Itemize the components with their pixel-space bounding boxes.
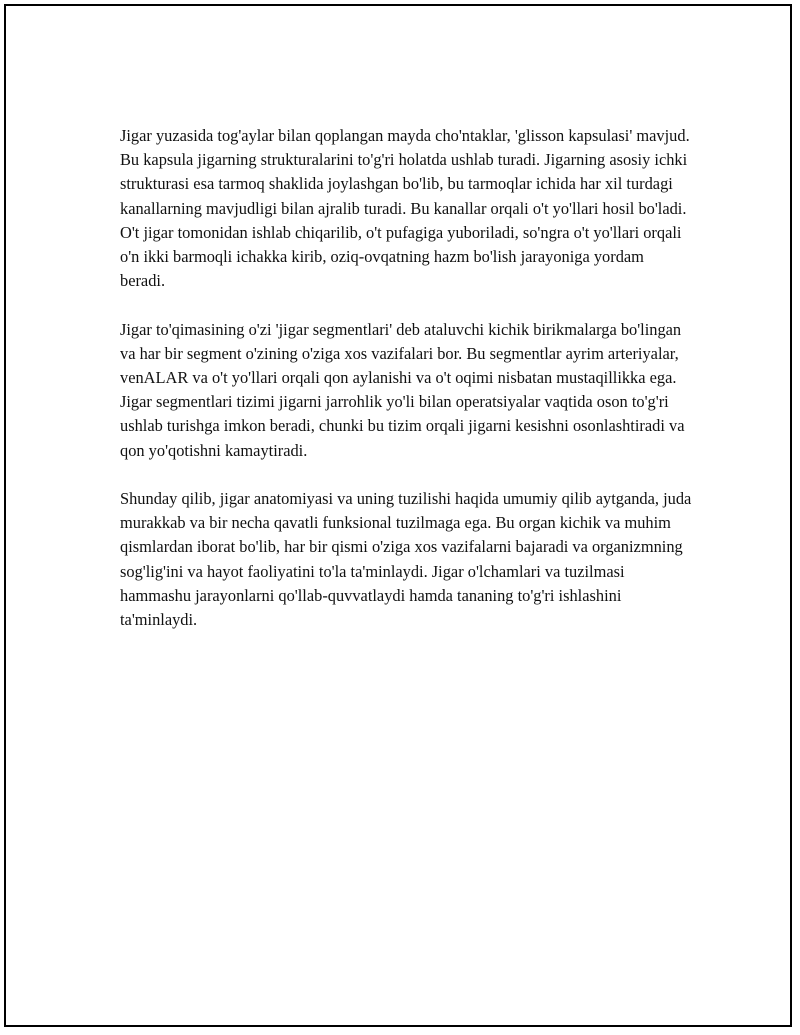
paragraph-2: Jigar to'qimasining o'zi 'jigar segmentlari' deb ataluvchi kichik birikmalarga bo'lingan va har bir segment o'zining o'ziga xos vazifalari bor. Bu segmentlar ayrim arteriyalar, venALAR va o't yo'llari orqali qon aylanishi va o't oqimi nisbatan mustaqillikka ega. Jigar segmentlari tizimi jigarni jarrohlik yo'li bilan operatsiyalar vaqtida oson to'g'ri ushlab turishga imkon beradi, chunki bu tizim orqali jigarni kesishni osonlashtiradi va qon yo'qotishni kamaytiradi.	[120, 319, 685, 460]
document-body	[120, 124, 692, 656]
document-page	[4, 4, 792, 1027]
paragraph-3: Shunday qilib, jigar anatomiyasi va uning tuzilishi haqida umumiy qilib aytganda, juda murakkab va bir necha qavatli funksional tuzilmaga ega. Bu organ kichik va muhim qismlardan iborat bo'lib, har bir qismi o'ziga xos vazifalarni bajaradi va organizmning sog'lig'ini va hayot faoliyatini to'la ta'minlaydi. Jigar o'lchamlari va tuzilmasi hammashu jarayonlarni qo'llab-quvvatlaydi hamda tananing to'g'ri ishlashini ta'minlaydi.	[120, 489, 692, 630]
paragraph-1: Jigar yuzasida tog'aylar bilan qoplangan mayda cho'ntaklar, 'glisson kapsulasi' mavjud. Bu kapsula jigarning strukturalarini to'g'ri holatda ushlab turadi. Jigarning asosiy ichki strukturasi esa tarmoq shaklida joylashgan bo'lib, bu tarmoqlar ichida har xil turdagi kanallarning mavjudligi bilan ajralib turadi. Bu kanallar orqali o't yo'llari hosil bo'ladi. O't jigar tomonidan ishlab chiqarilib, o't pufagiga yuboriladi, so'ngra o't yo'llari orqali o'n ikki barmoqli ichakka kirib, oziq-ovqatning hazm bo'lish jarayoniga yordam beradi.	[120, 126, 690, 291]
